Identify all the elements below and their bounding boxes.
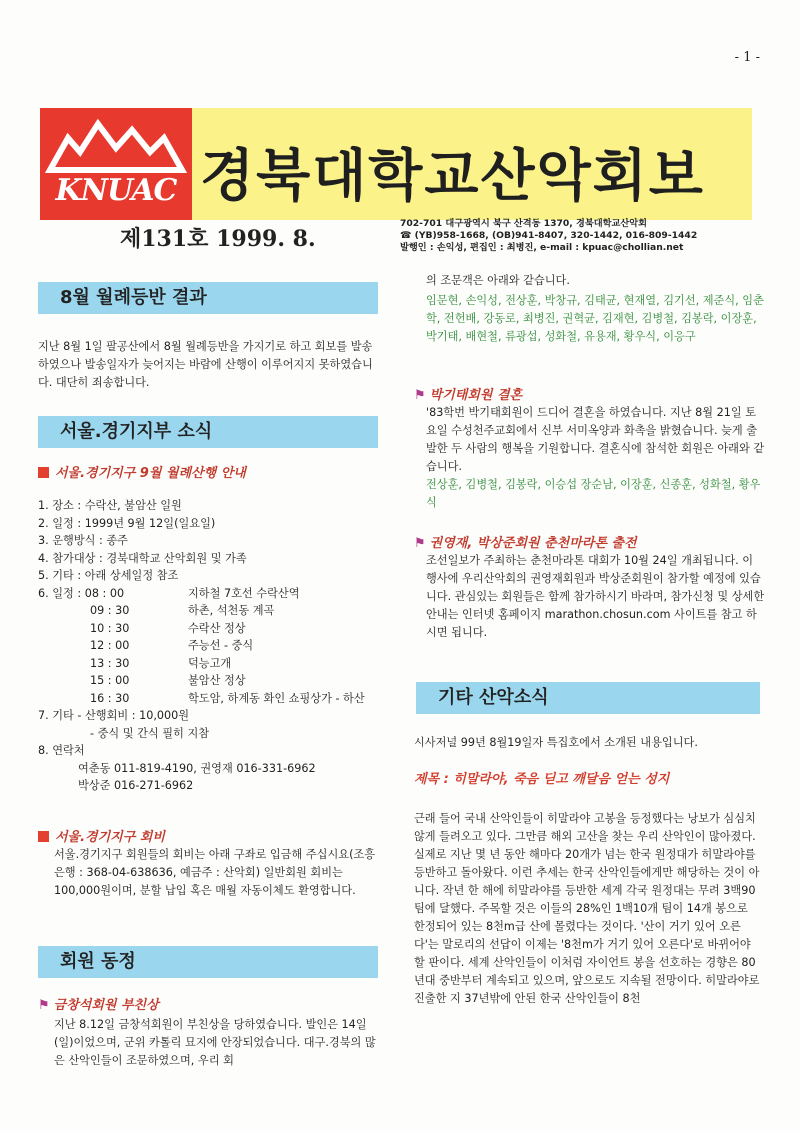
phone-line: ☎ (YB)958-1668, (OB)941-8407, 320-1442, 016-809-1442 bbox=[400, 230, 698, 241]
result-body: 지난 8월 1일 팔공산에서 8월 월례등반을 가지기로 하고 회보를 발송하였으나 발송일자가 늦어지는 바람에 산행이 이루어지지 못하였습니다. 대단히 죄송합니다. bbox=[38, 340, 373, 389]
list-item: 5. 기타 : 아래 상세일정 참조 bbox=[38, 569, 179, 582]
contact-line: 여춘동 011-819-4190, 권영재 016-331-6962 bbox=[78, 761, 316, 775]
logo-text: KNUAC bbox=[55, 173, 177, 208]
subheading-seoul-fee: 서울.경기지구 회비 bbox=[38, 826, 165, 845]
list-item: 4. 참가대상 : 경북대학교 산악회원 및 가족 bbox=[38, 551, 247, 565]
publisher-line: 발행인 : 손익성, 편집인 : 최병진, e-mail : kpuac@chollian.net bbox=[400, 242, 684, 253]
fee-body: 서울.경기지구 회원들의 회비는 아래 구좌로 입금해 주십시요(조흥은행 : 368-04-638636, 예금주 : 산악회) 일반회원 회비는 100,000원이며, 분할 납입 혹은 매월 자동이체도 환영합니다. bbox=[54, 848, 376, 897]
newsletter-title: 경북대학교산악회보 bbox=[200, 144, 705, 209]
section-heading-members: 회원 동정 bbox=[38, 946, 378, 978]
wedding-guest-list: 전상훈, 김병철, 김봉락, 이승섭 장순남, 이장훈, 신종훈, 성화철, 황우식 bbox=[426, 478, 761, 509]
list-item: 6. 일정 : 08 : 00 bbox=[38, 586, 125, 600]
address-line: 702-701 대구광역시 북구 산격동 1370, 경북대학교산악회 bbox=[400, 218, 647, 229]
schedule-row: 13 : 30 덕능고개 bbox=[90, 656, 232, 670]
publisher-info bbox=[400, 218, 760, 254]
list-item: 2. 일정 : 1999년 9월 12일(일요일) bbox=[38, 516, 216, 530]
list-item: 1. 장소 : 수락산, 불암산 일원 bbox=[38, 499, 182, 512]
trip-info-list bbox=[38, 497, 378, 795]
section-heading-other: 기타 산악소식 bbox=[416, 682, 760, 714]
wedding-body: '83학번 박기태회원이 드디어 결혼을 하였습니다. 지난 8월 21일 토요일 수성천주교회에서 신부 서미옥양과 화촉을 밝혔습니다. 늦게 출발한 두 사람의 행복을 기원합니다. 결혼식에 참석한 회원은 아래와 같습니다. bbox=[426, 406, 765, 473]
marathon-body: 조선일보가 주최하는 춘천마라톤 대회가 10월 24일 개최됩니다. 이 행사에 우리산악회의 권영재회원과 박상준회원이 참가할 예정에 있습니다. 관심있는 회원들은 함께 참가하시기 바라며, 참가신청 및 상세한 안내는 인터넷 홈페이지 marathon.chosun.com 사이트를 참고 하시면 됩니다. bbox=[426, 554, 765, 639]
funeral-body: 지난 8.12일 금창석회원이 부친상을 당하였습니다. 발인은 14일(일)이었으며, 군위 카톨릭 묘지에 안장되었습니다. 대구.경북의 많은 산악인들이 조문하였으며, 우리 회 bbox=[54, 1018, 376, 1067]
mourner-list: 임문현, 손익성, 전상훈, 박창규, 김태균, 현재열, 김기선, 제준식, 임춘학, 전헌배, 강동로, 최병진, 권혁균, 김재현, 김병철, 김봉락, 이장훈, 박기태, 배현철, 류광섭, 성화철, 유용재, 황우식, 이응구 bbox=[426, 294, 764, 343]
contact-label: 8. 연락처 bbox=[38, 744, 85, 757]
subheading-wedding: ⚑ 박기태회원 결혼 bbox=[414, 388, 523, 403]
square-bullet-icon bbox=[38, 467, 49, 478]
flag-icon: ⚑ bbox=[414, 536, 426, 551]
article-body: 근래 들어 국내 산악인들이 히말라야 고봉을 등정했다는 낭보가 심심치 않게 들려오고 있다. 그만큼 해외 고산을 찾는 우리 산악인이 많아졌다. 실제로 지난 몇 년 동안 해마다 20개가 넘는 한국 원정대가 히말라야를 등반하고 돌아왔다. 이런 추세는 한국 산악인들에게만 해당하는 것이 아니다. 작년 한 해에 히말라야를 등반한 세계 각국 원정대는 무려 3백90팀에 달했다. 주목할 것은 이들의 28%인 1백10개 팀이 14개 봉으로 한정되어 있는 8천m급 산에 몰렸다는 것이다. '산이 거기 있어 오른다'는 말로리의 선답이 이제는 '8천m가 거기 있어 오른다'로 바뀌어야 할 판이다. 세계 산악인들이 이처럼 자이언트 봉을 선호하는 경향은 80년대 중반부터 계속되고 있으며, 앞으로도 지속될 전망이다. 히말라야로 진출한 지 37년밖에 안된 한국 산악인들이 8천 bbox=[414, 812, 760, 1005]
article-title: 제목 : 히말라야, 죽음 딛고 깨달음 얻는 성지 bbox=[414, 772, 670, 787]
list-item: 3. 운행방식 : 종주 bbox=[38, 534, 128, 547]
section-heading-result: 8월 월례등반 결과 bbox=[38, 282, 378, 314]
schedule-row: 15 : 00 불암산 정상 bbox=[90, 674, 246, 687]
funeral-body-cont: 의 조문객은 아래와 같습니다. bbox=[426, 274, 570, 287]
subheading-marathon: ⚑ 권영재, 박상준회원 춘천마라톤 출전 bbox=[414, 536, 637, 551]
etc-lunch: - 중식 및 간식 필히 지참 bbox=[90, 726, 210, 740]
subheading-seoul-trip: 서울.경기지구 9월 월례산행 안내 bbox=[38, 462, 246, 481]
subheading-funeral: ⚑ 금창석회원 부친상 bbox=[38, 998, 159, 1013]
section-heading-seoul: 서울.경기지부 소식 bbox=[38, 416, 378, 448]
schedule-row: 09 : 30 하촌, 석천동 계곡 bbox=[90, 604, 275, 617]
other-intro: 시사저널 99년 8월19일자 특집호에서 소개된 내용입니다. bbox=[414, 736, 698, 749]
square-bullet-icon bbox=[38, 831, 49, 842]
issue-number: 제131호 1999. 8. bbox=[120, 226, 316, 252]
contact-line: 박상준 016-271-6962 bbox=[78, 779, 194, 792]
flag-icon: ⚑ bbox=[414, 388, 426, 403]
schedule-row: 16 : 30 학도암, 하계동 화인 쇼핑상가 - 하산 bbox=[90, 691, 365, 705]
schedule-row: 10 : 30 수락산 정상 bbox=[90, 621, 246, 635]
schedule-row: 12 : 00 주능선 - 중식 bbox=[90, 639, 254, 652]
page-number: - 1 - bbox=[734, 50, 760, 65]
schedule-desc: 지하철 7호선 수락산역 bbox=[188, 586, 300, 600]
etc-fee: 7. 기타 - 산행회비 : 10,000원 bbox=[38, 709, 190, 722]
flag-icon: ⚑ bbox=[38, 998, 50, 1013]
club-logo bbox=[40, 108, 192, 220]
